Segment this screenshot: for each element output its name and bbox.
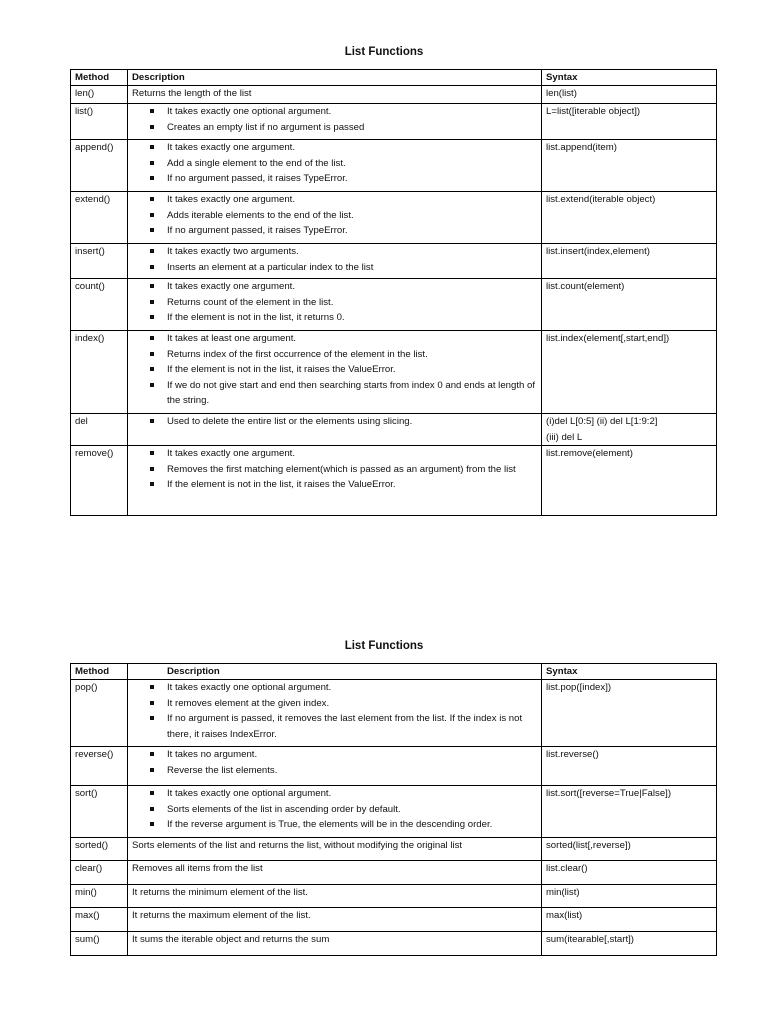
table-row: [71, 446, 717, 516]
description-bullet-list: [132, 446, 537, 492]
method-cell: len(): [71, 86, 128, 104]
description-bullet: If no argument is passed, it removes the last element from the list. If the index is not there, it raises IndexError.: [167, 711, 537, 742]
method-cell: count(): [71, 279, 128, 331]
syntax-line: list.remove(element): [546, 448, 633, 460]
table-row: [71, 244, 717, 279]
table-header-row: [71, 664, 717, 680]
description-bullet: Add a single element to the end of the list.: [167, 156, 537, 171]
description-bullet: It takes exactly one argument.: [167, 446, 537, 461]
method-cell: list(): [71, 104, 128, 140]
syntax-line: list.sort([reverse=True|False]): [546, 788, 672, 800]
syntax-line: list.extend(iterable object): [546, 194, 656, 206]
syntax-line: list.pop([index]): [546, 682, 612, 694]
table-row: [71, 86, 717, 104]
description-cell: [128, 680, 542, 747]
table-row: [71, 838, 717, 861]
table-row: [71, 331, 717, 414]
description-bullet: It takes no argument.: [167, 747, 537, 762]
syntax-cell: [542, 192, 717, 244]
description-cell: Returns the length of the list: [128, 86, 542, 104]
syntax-line: (i)del L[0:5] (ii) del L[1:9:2]: [546, 416, 658, 428]
table-row: [71, 140, 717, 192]
syntax-line: max(list): [546, 910, 583, 922]
description-bullet: Used to delete the entire list or the elements using slicing.: [167, 414, 537, 429]
syntax-cell: [542, 885, 717, 908]
syntax-cell: [542, 680, 717, 747]
description-bullet: Returns count of the element in the list.: [167, 295, 537, 310]
table-row: [71, 786, 717, 838]
method-cell: append(): [71, 140, 128, 192]
description-bullet: It removes element at the given index.: [167, 696, 537, 711]
table-row: [71, 885, 717, 908]
table-row: [71, 861, 717, 885]
syntax-cell: [542, 279, 717, 331]
syntax-cell: [542, 861, 717, 885]
syntax-cell: [542, 244, 717, 279]
list-functions-table-1: [70, 69, 717, 516]
description-bullet-list: [132, 244, 537, 275]
table-header-row: [71, 70, 717, 86]
syntax-line: list.clear(): [546, 863, 588, 875]
page-title-1: List Functions: [344, 46, 424, 58]
syntax-line: L=list([iterable object]): [546, 106, 641, 118]
table-row: [71, 932, 717, 956]
syntax-line: sorted(list[,reverse]): [546, 840, 631, 852]
syntax-column-header: Syntax: [542, 664, 717, 680]
syntax-line: (iii) del L: [546, 431, 583, 443]
description-cell: [128, 331, 542, 414]
description-cell: [128, 786, 542, 838]
table-row: [71, 680, 717, 747]
description-bullet: Reverse the list elements.: [167, 763, 537, 778]
description-bullet: It takes exactly one optional argument.: [167, 786, 537, 801]
description-bullet: It takes exactly one optional argument.: [167, 104, 537, 119]
description-bullet: It takes exactly one argument.: [167, 279, 537, 294]
table-row: [71, 414, 717, 446]
description-bullet: It takes exactly two arguments.: [167, 244, 537, 259]
description-bullet-list: [132, 279, 537, 325]
description-cell: Sorts elements of the list and returns the list, without modifying the original list: [128, 838, 542, 861]
description-bullet: Removes the first matching element(which is passed as an argument) from the list: [167, 462, 537, 477]
description-cell: [128, 192, 542, 244]
syntax-cell: [542, 446, 717, 516]
description-bullet-list: [132, 331, 537, 408]
syntax-cell: [542, 838, 717, 861]
description-bullet-list: [132, 747, 537, 778]
method-cell: extend(): [71, 192, 128, 244]
method-cell: sorted(): [71, 838, 128, 861]
page-title-2: List Functions: [344, 640, 424, 652]
description-column-header: Description: [128, 70, 542, 86]
description-bullet: It takes at least one argument.: [167, 331, 537, 346]
syntax-line: len(list): [546, 88, 577, 100]
table-row: [71, 747, 717, 786]
table-row: [71, 908, 717, 932]
description-bullet: If the element is not in the list, it raises the ValueError.: [167, 362, 537, 377]
description-bullet-list: [132, 680, 537, 742]
description-cell: It returns the minimum element of the list.: [128, 885, 542, 908]
description-bullet: Creates an empty list if no argument is passed: [167, 120, 537, 135]
method-column-header: Method: [71, 70, 128, 86]
method-column-header: Method: [71, 664, 128, 680]
description-column-header: Description: [128, 664, 542, 680]
description-cell: [128, 747, 542, 786]
table-row: [71, 192, 717, 244]
syntax-line: sum(itearable[,start]): [546, 934, 634, 946]
description-bullet: It takes exactly one argument.: [167, 192, 537, 207]
syntax-cell: [542, 140, 717, 192]
description-bullet: If the element is not in the list, it returns 0.: [167, 310, 537, 325]
method-cell: sum(): [71, 932, 128, 956]
method-cell: index(): [71, 331, 128, 414]
method-cell: del: [71, 414, 128, 446]
description-cell: Removes all items from the list: [128, 861, 542, 885]
syntax-cell: [542, 786, 717, 838]
table-row: [71, 279, 717, 331]
description-bullet: If no argument passed, it raises TypeError.: [167, 171, 537, 186]
description-cell: [128, 104, 542, 140]
method-cell: pop(): [71, 680, 128, 747]
method-cell: sort(): [71, 786, 128, 838]
description-bullet-list: [132, 786, 537, 832]
syntax-cell: [542, 86, 717, 104]
method-cell: max(): [71, 908, 128, 932]
description-cell: [128, 279, 542, 331]
description-cell: [128, 244, 542, 279]
method-cell: insert(): [71, 244, 128, 279]
syntax-cell: [542, 414, 717, 446]
description-bullet-list: [132, 140, 537, 186]
description-bullet: If the element is not in the list, it raises the ValueError.: [167, 477, 537, 492]
description-bullet: It takes exactly one optional argument.: [167, 680, 537, 695]
description-cell: It returns the maximum element of the list.: [128, 908, 542, 932]
syntax-line: list.insert(index,element): [546, 246, 650, 258]
description-bullet: If we do not give start and end then searching starts from index 0 and ends at length of the string.: [167, 378, 537, 409]
syntax-line: list.append(item): [546, 142, 617, 154]
syntax-cell: [542, 908, 717, 932]
description-bullet: Adds iterable elements to the end of the list.: [167, 208, 537, 223]
description-bullet-list: [132, 414, 537, 429]
syntax-cell: [542, 747, 717, 786]
description-bullet: If the reverse argument is True, the elements will be in the descending order.: [167, 817, 537, 832]
syntax-line: list.count(element): [546, 281, 625, 293]
description-cell: [128, 140, 542, 192]
syntax-line: list.index(element[,start,end]): [546, 333, 670, 345]
syntax-column-header: Syntax: [542, 70, 717, 86]
description-cell: [128, 446, 542, 516]
list-functions-table-2: [70, 663, 717, 956]
method-cell: remove(): [71, 446, 128, 516]
description-cell: It sums the iterable object and returns the sum: [128, 932, 542, 956]
description-bullet-list: [132, 104, 537, 135]
description-bullet: It takes exactly one argument.: [167, 140, 537, 155]
syntax-line: min(list): [546, 887, 580, 899]
syntax-cell: [542, 331, 717, 414]
description-bullet: Sorts elements of the list in ascending order by default.: [167, 802, 537, 817]
method-cell: min(): [71, 885, 128, 908]
syntax-cell: [542, 104, 717, 140]
syntax-cell: [542, 932, 717, 956]
syntax-line: list.reverse(): [546, 749, 599, 761]
description-bullet: If no argument passed, it raises TypeError.: [167, 223, 537, 238]
description-bullet-list: [132, 192, 537, 238]
description-bullet: Inserts an element at a particular index to the list: [167, 260, 537, 275]
method-cell: reverse(): [71, 747, 128, 786]
description-bullet: Returns index of the first occurrence of the element in the list.: [167, 347, 537, 362]
table-row: [71, 104, 717, 140]
method-cell: clear(): [71, 861, 128, 885]
description-cell: [128, 414, 542, 446]
